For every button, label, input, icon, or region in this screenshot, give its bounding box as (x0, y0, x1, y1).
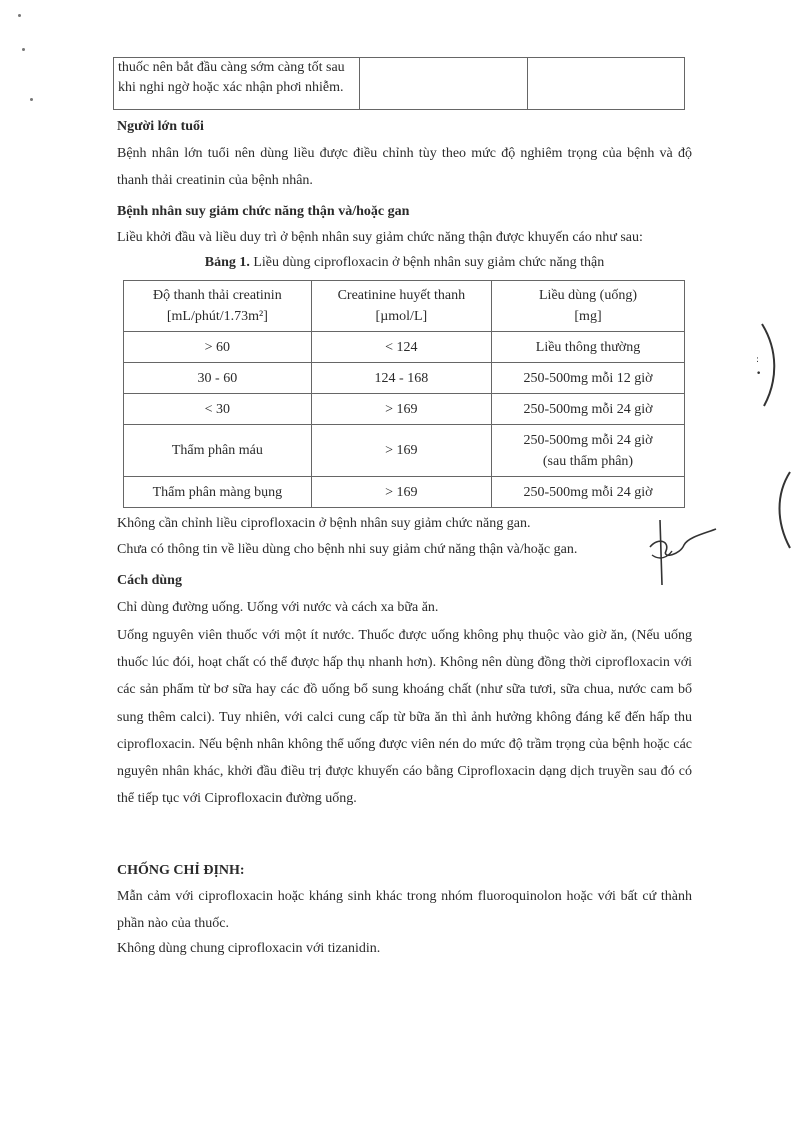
cell-clearance: Thẩm phân màng bụng (124, 477, 312, 508)
elderly-body: Bệnh nhân lớn tuổi nên dùng liều được điều chỉnh tùy theo mức độ nghiêm trọng của bệnh và độ thanh thải creatinin của bệnh nhân. (117, 146, 692, 188)
table-row (124, 332, 685, 363)
header-dose: Liều dùng (uống) [mg] (492, 281, 685, 332)
renal-note-liver: Không cần chỉnh liều ciprofloxacin ở bệnh nhân suy giảm chức năng gan. (117, 516, 531, 531)
table-row (124, 477, 685, 508)
cell-serum: > 169 (311, 477, 491, 508)
renal-note-pediatric: Chưa có thông tin về liều dùng cho bệnh nhi suy giảm chứ năng thận và/hoặc gan. (117, 542, 578, 557)
scan-speck (22, 48, 25, 51)
table-header-row (124, 281, 685, 332)
usage-p1: Chỉ dùng đường uống. Uống với nước và cách xa bữa ăn. (117, 600, 439, 615)
empty-cell (528, 58, 685, 110)
cell-dose: Liều thông thường (492, 332, 685, 363)
cell-serum: > 169 (311, 425, 491, 477)
signature-mark (640, 515, 720, 590)
cell-clearance: 30 - 60 (124, 363, 312, 394)
contra-p1: Mẫn cảm với ciprofloxacin hoặc kháng sinh khác trong nhóm fluoroquinolon hoặc với bất cứ thành phần nào của thuốc. (117, 889, 692, 931)
cell-serum: 124 - 168 (311, 363, 491, 394)
contra-p2: Không dùng chung ciprofloxacin với tizanidin. (117, 941, 381, 956)
renal-heading: Bệnh nhân suy giảm chức năng thận và/hoặc gan (117, 204, 410, 219)
continuation-table (113, 57, 685, 110)
usage-heading: Cách dùng (117, 573, 182, 588)
continuation-cell: thuốc nên bắt đầu càng sớm càng tốt sau khi nghi ngờ hoặc xác nhận phơi nhiễm. (114, 58, 360, 110)
header-serum-creatinine: Creatinine huyết thanh [µmol/L] (311, 281, 491, 332)
cell-dose: 250-500mg mỗi 24 giờ (492, 477, 685, 508)
stamp-edge-mark (752, 320, 782, 410)
svg-text::: : (756, 355, 760, 365)
stamp-edge-mark (770, 470, 794, 550)
cell-clearance: Thẩm phân máu (124, 425, 312, 477)
usage-p2: Uống nguyên viên thuốc với một ít nước. Thuốc được uống không phụ thuộc vào giờ ăn, (Nếu uống thuốc lúc đói, hoạt chất có thể được hấp thụ nhanh hơn). Không nên dùng đồng thời ciprofloxacin với các sản phẩm từ bơ sữa hay các đồ uống bổ sung khoáng chất (như sữa tươi, sữa chua, nước cam bổ sung thêm calci). Tuy nhiên, với calci cung cấp từ bữa ăn thì ảnh hưởng không đáng kể đến hấp thu ciprofloxacin. Nếu bệnh nhân không thể uống được viên nén do mức độ trầm trọng của bệnh hoặc các nguyên nhân khác, khởi đầu điều trị được khuyến cáo bằng Ciprofloxacin dạng dịch truyền sau đó có thể tiếp tục với Ciprofloxacin đường uống. (117, 628, 692, 807)
renal-intro: Liều khởi đầu và liều duy trì ở bệnh nhân suy giảm chức năng thận được khuyến cáo như sau: (117, 230, 643, 245)
cell-serum: < 124 (311, 332, 491, 363)
table-caption-label: Bảng 1. (204, 255, 250, 270)
scan-speck (18, 14, 21, 17)
empty-cell (360, 58, 528, 110)
contra-heading: CHỐNG CHỈ ĐỊNH: (117, 863, 245, 878)
cell-dose: 250-500mg mỗi 24 giờ (sau thẩm phân) (492, 425, 685, 477)
scan-speck (30, 98, 33, 101)
cell-clearance: > 60 (124, 332, 312, 363)
renal-dose-table (123, 280, 685, 508)
table-row (124, 363, 685, 394)
table-row (124, 394, 685, 425)
cell-serum: > 169 (311, 394, 491, 425)
elderly-heading: Người lớn tuổi (117, 119, 204, 134)
table-caption (117, 252, 692, 274)
header-creatinine-clearance: Độ thanh thải creatinin [mL/phút/1.73m²] (124, 281, 312, 332)
cell-dose: 250-500mg mỗi 12 giờ (492, 363, 685, 394)
table-caption-text: Liều dùng ciprofloxacin ở bệnh nhân suy giảm chức năng thận (253, 255, 605, 270)
cell-clearance: < 30 (124, 394, 312, 425)
cell-dose: 250-500mg mỗi 24 giờ (492, 394, 685, 425)
table-row (124, 425, 685, 477)
svg-text:•: • (756, 369, 762, 379)
